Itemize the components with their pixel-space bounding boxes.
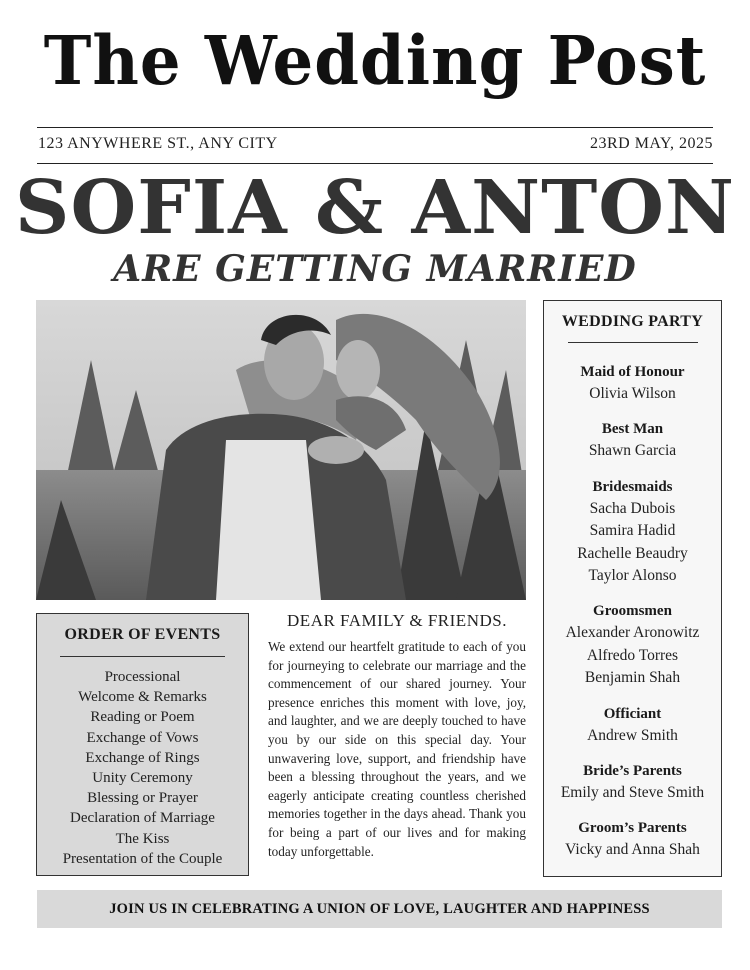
- footer-banner: JOIN US IN CELEBRATING A UNION OF LOVE, LAUGHTER AND HAPPINESS: [37, 890, 722, 928]
- getting-married-subhead: ARE GETTING MARRIED: [113, 248, 637, 290]
- events-list: [37, 667, 248, 869]
- party-divider: [568, 342, 698, 343]
- letter-body: We extend our heartfelt gratitude to each of you for journeying to celebrate our marriage and the commencement of our shared journey. Your presence enriches this moment with love, joy, and laughter, and we are deeply touched to have you by our side on this special day. Your unwavering love, support, and friendship have been a blessing throughout the years, and we eagerly anticipate creating countless cherished memories together in the days ahead. Thank you for being a part of our lives and for making today unforgettable.: [268, 639, 526, 859]
- event-item: Presentation of the Couple: [62, 850, 223, 867]
- couple-names-headline: SOFIA & ANTON: [14, 165, 736, 251]
- role-name: Shawn Garcia: [588, 442, 677, 460]
- role-title: Officiant: [603, 705, 662, 722]
- role-name: Taylor Alonso: [588, 567, 677, 585]
- event-item: Welcome & Remarks: [78, 689, 207, 706]
- event-item: Exchange of Rings: [85, 749, 200, 766]
- role-name: Alfredo Torres: [586, 646, 679, 664]
- event-item: Unity Ceremony: [92, 770, 193, 787]
- event-item: Exchange of Vows: [86, 729, 199, 746]
- event-item: Declaration of Marriage: [70, 810, 215, 827]
- role-title: Bride’s Parents: [583, 763, 682, 780]
- wedding-party-title: WEDDING PARTY: [561, 313, 704, 330]
- role-brides-parents: [544, 760, 721, 804]
- event-item: Processional: [104, 669, 181, 685]
- role-name: Rachelle Beaudry: [577, 544, 688, 562]
- role-name: Olivia Wilson: [589, 385, 676, 402]
- role-title: Bridesmaids: [592, 478, 673, 495]
- role-name: Andrew Smith: [587, 726, 678, 744]
- role-name: Benjamin Shah: [584, 669, 681, 687]
- role-name: Vicky and Anna Shah: [565, 841, 700, 859]
- role-groomsmen: [544, 600, 721, 689]
- letter-title: DEAR FAMILY & FRIENDS.: [287, 611, 507, 630]
- role-officiant: [544, 703, 721, 747]
- address-line: 123 ANYWHERE ST., ANY CITY: [38, 135, 278, 152]
- role-title: Groomsmen: [593, 603, 672, 620]
- role-title: Best Man: [601, 421, 664, 438]
- role-name: Samira Hadid: [589, 522, 676, 540]
- events-divider: [60, 656, 225, 657]
- date-line: 23RD MAY, 2025: [589, 135, 713, 152]
- role-name: Emily and Steve Smith: [560, 784, 705, 802]
- role-maid-of-honour: [544, 361, 721, 405]
- event-item: The Kiss: [115, 830, 170, 847]
- role-name: Sacha Dubois: [589, 499, 676, 517]
- role-grooms-parents: [544, 817, 721, 861]
- bottom-rule: [37, 163, 713, 164]
- wedding-party-panel: [543, 300, 722, 877]
- role-name: Alexander Aronowitz: [565, 624, 700, 642]
- role-best-man: [544, 418, 721, 462]
- event-item: Blessing or Prayer: [87, 790, 198, 807]
- event-item: Reading or Poem: [90, 709, 195, 726]
- masthead-title: The Wedding Post: [43, 22, 707, 101]
- role-title: Groom’s Parents: [578, 820, 687, 837]
- role-title: Maid of Honour: [580, 364, 685, 380]
- top-rule: [37, 127, 713, 128]
- order-of-events-panel: [36, 613, 249, 876]
- couple-photo: [36, 300, 526, 600]
- role-bridesmaids: [544, 476, 721, 588]
- order-of-events-title: ORDER OF EVENTS: [64, 626, 221, 643]
